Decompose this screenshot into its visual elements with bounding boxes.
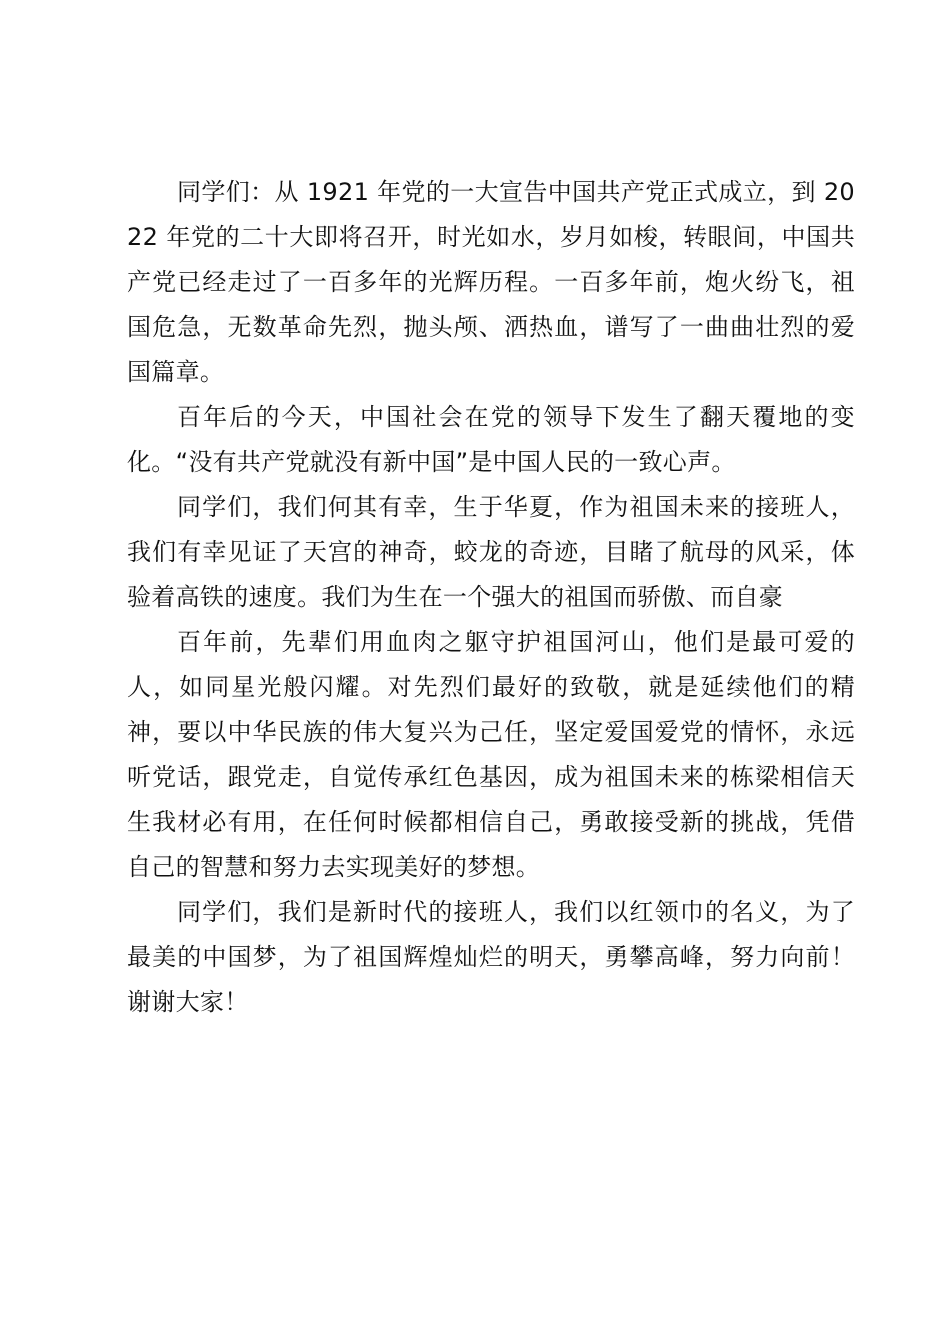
paragraph-5: 同学们，我们是新时代的接班人，我们以红领巾的名义，为了最美的中国梦，为了祖国辉煌灿烂的明天，勇攀高峰，努力向前！谢谢大家！ xyxy=(127,898,855,1016)
paragraph-2: 百年后的今天，中国社会在党的领导下发生了翻天覆地的变化。“没有共产党就没有新中国”是中国人民的一致心声。 xyxy=(127,403,855,476)
paragraph-1: 同学们：从 1921 年党的一大宣告中国共产党正式成立，到 2022 年党的二十大即将召开，时光如水，岁月如梭，转眼间，中国共产党已经走过了一百多年的光辉历程。一百多年前，炮火纷飞，祖国危急，无数革命先烈，抛头颅、洒热血，谱写了一曲曲壮烈的爱国篇章。 xyxy=(127,178,855,386)
document-body xyxy=(127,170,855,1025)
paragraph-4: 百年前，先辈们用血肉之躯守护祖国河山，他们是最可爱的人，如同星光般闪耀。对先烈们最好的致敬，就是延续他们的精神，要以中华民族的伟大复兴为己任，坚定爱国爱党的情怀，永远听党话，跟党走，自觉传承红色基因，成为祖国未来的栋梁相信天生我材必有用，在任何时候都相信自己，勇敢接受新的挑战，凭借自己的智慧和努力去实现美好的梦想。 xyxy=(127,628,855,881)
paragraph-3: 同学们，我们何其有幸，生于华夏，作为祖国未来的接班人，我们有幸见证了天宫的神奇，蛟龙的奇迹，目睹了航母的风采，体验着高铁的速度。我们为生在一个强大的祖国而骄傲、而自豪 xyxy=(127,493,855,611)
